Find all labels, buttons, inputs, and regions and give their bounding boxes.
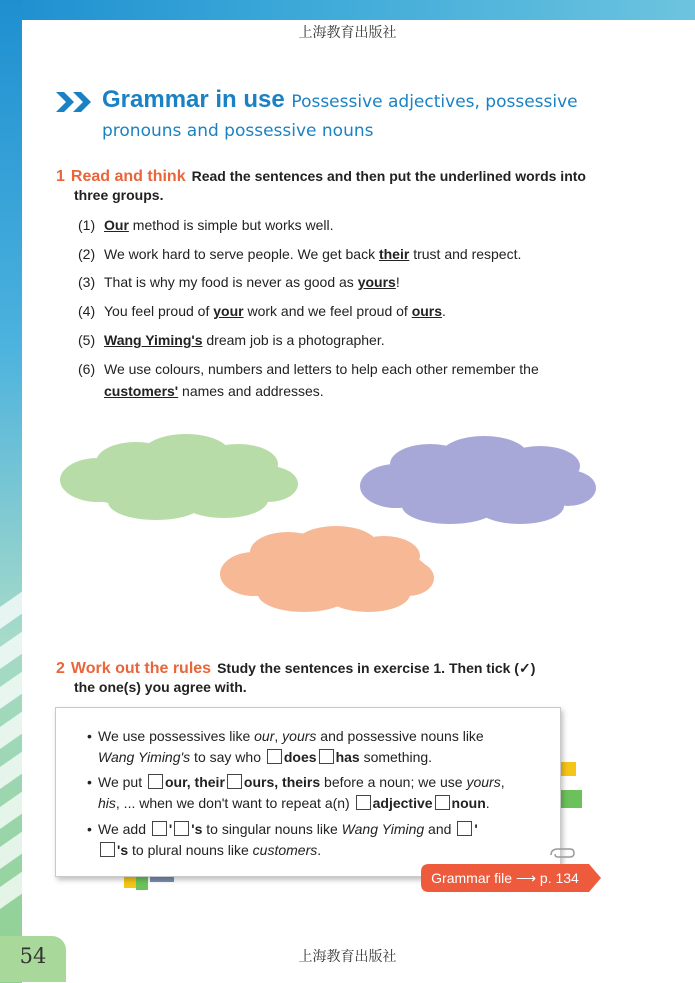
publisher-footer: 上海教育出版社 — [298, 949, 397, 965]
rule-text: to plural nouns like — [128, 842, 253, 858]
exercise2-instruction: Study the sentences in exercise 1. Then tick (✓) — [217, 660, 536, 676]
sentence-text: dream job is a photographer. — [202, 332, 385, 348]
sentence-6 — [78, 358, 598, 402]
sentence-text: . — [442, 303, 446, 319]
sentence-text: trust and respect. — [409, 246, 522, 262]
sentence-text: You feel proud of — [104, 303, 214, 319]
checkbox-noun[interactable] — [435, 795, 450, 810]
sentence-number: (6) — [78, 361, 96, 377]
sentence-text: That is why my food is never as good as — [104, 274, 358, 290]
exercise1-title: Read and think — [70, 168, 186, 185]
exercise2-heading — [56, 658, 636, 679]
underlined-word: ours — [411, 303, 443, 319]
rule-text: We put — [98, 774, 146, 790]
sticky-note-green — [558, 790, 582, 808]
checkbox-apostrophe-s-plural[interactable] — [100, 842, 115, 857]
underlined-word: Wang Yiming's — [104, 332, 203, 348]
option-label: ' — [474, 821, 478, 837]
sentence-number: (4) — [78, 303, 96, 319]
sentence-5 — [78, 329, 598, 351]
section-title-text: Grammar in use — [102, 86, 285, 113]
sentence-number: (2) — [78, 246, 96, 262]
rule-text: before a noun; we use — [320, 774, 467, 790]
section-title — [102, 86, 672, 114]
rule-text: Wang Yiming — [341, 821, 425, 837]
sentence-text: work and we feel proud of — [243, 303, 412, 319]
option-label: , theirs — [274, 774, 321, 790]
top-color-bar — [0, 0, 695, 20]
rule-text: , — [500, 774, 505, 790]
sentence-text: We use colours, numbers and letters to help each other remember the — [104, 361, 539, 377]
underlined-word: Our — [104, 217, 129, 233]
rule-text: something. — [359, 749, 433, 765]
paperclip-icon — [548, 846, 576, 864]
section-subtitle-line1: Possessive adjectives, possessive — [291, 92, 578, 112]
option-label: our — [165, 774, 187, 790]
left-decorative-strip — [0, 0, 22, 983]
sentence-text: We work hard to serve people. We get back — [104, 246, 379, 262]
checkbox-apostrophe-singular[interactable] — [152, 821, 167, 836]
grammar-file-label: Grammar file ⟶ p. 134 — [431, 870, 579, 886]
checkbox-adjective[interactable] — [356, 795, 371, 810]
rule-text: to say who — [190, 749, 265, 765]
exercise1-instruction: Read the sentences and then put the underlined words into — [191, 168, 586, 184]
option-label: noun — [451, 795, 486, 811]
sentence-3 — [78, 271, 598, 293]
publisher-header: 上海教育出版社 — [298, 25, 397, 41]
option-label: does — [283, 749, 317, 765]
underlined-word: your — [213, 303, 244, 319]
rule-text: , — [274, 728, 283, 744]
exercise2-instruction-line2: the one(s) you agree with. — [74, 679, 247, 695]
option-label: has — [335, 749, 360, 765]
page-number: 54 — [19, 944, 47, 968]
sentence-number: (3) — [78, 274, 96, 290]
option-label: 's — [191, 821, 203, 837]
sentence-number: (5) — [78, 332, 96, 348]
checkbox-our-their[interactable] — [148, 774, 163, 789]
rule-text: and — [424, 821, 456, 837]
underlined-word: yours — [357, 274, 396, 290]
underlined-word: customers' — [104, 383, 179, 399]
rule-text: We add — [98, 821, 150, 837]
sentence-number: (1) — [78, 217, 96, 233]
option-label: 's — [117, 842, 129, 858]
sentence-text: method is simple but works well. — [128, 217, 334, 233]
double-chevron-icon — [56, 90, 96, 114]
exercise1-heading — [56, 166, 636, 187]
rule-text: Wang Yiming's — [98, 749, 191, 765]
checkbox-ours-theirs[interactable] — [227, 774, 242, 789]
rule-text: We use possessives like — [98, 728, 255, 744]
rule-text: yours — [466, 774, 501, 790]
cloud-answer-area-orange[interactable] — [218, 524, 438, 614]
rule-3: • We add ' 's to singular nouns like Wang Yiming and ' 's to plural nouns like customers. — [87, 821, 478, 858]
rule-text: . — [317, 842, 322, 858]
option-label: ours — [243, 774, 275, 790]
sentence-text: ! — [395, 274, 400, 290]
cloud-answer-area-green[interactable] — [58, 430, 300, 522]
rule-text: to singular nouns like — [202, 821, 342, 837]
rule-text: his — [98, 795, 116, 811]
exercise2-number: 2 — [56, 660, 65, 677]
checkbox-does[interactable] — [267, 749, 282, 764]
sentence-2 — [78, 243, 598, 265]
checkbox-has[interactable] — [319, 749, 334, 764]
exercise1-number: 1 — [56, 168, 65, 185]
rule-text: yours — [282, 728, 317, 744]
grammar-file-link[interactable] — [421, 864, 601, 892]
option-label: , their — [186, 774, 225, 790]
exercise2-title: Work out the rules — [70, 660, 212, 677]
option-label: ' — [168, 821, 173, 837]
sentence-1 — [78, 214, 598, 236]
cloud-answer-area-purple[interactable] — [356, 434, 598, 526]
rule-text: . — [485, 795, 490, 811]
exercise1-instruction-line2: three groups. — [74, 187, 164, 203]
rules-box — [55, 707, 561, 877]
sentence-4 — [78, 300, 598, 322]
checkbox-apostrophe-plural[interactable] — [457, 821, 472, 836]
option-label: adjective — [372, 795, 433, 811]
sentence-text: names and addresses. — [178, 383, 324, 399]
rule-text: customers — [252, 842, 318, 858]
checkbox-apostrophe-s-singular[interactable] — [174, 821, 189, 836]
rule-text: and possessive nouns like — [316, 728, 484, 744]
underlined-word: their — [378, 246, 410, 262]
rule-1: • We use possessives like our, yours and possessive nouns like Wang Yiming's to say who does has something. — [87, 728, 484, 765]
rule-2: • We put our, their ours, theirs before a noun; we use yours, his, ... when we don't want to repeat a(n) adjective noun. — [87, 774, 505, 811]
section-subtitle-line2: pronouns and possessive nouns — [102, 121, 374, 141]
rule-text: our — [254, 728, 275, 744]
rule-text: , ... when we don't want to repeat a(n) — [115, 795, 354, 811]
